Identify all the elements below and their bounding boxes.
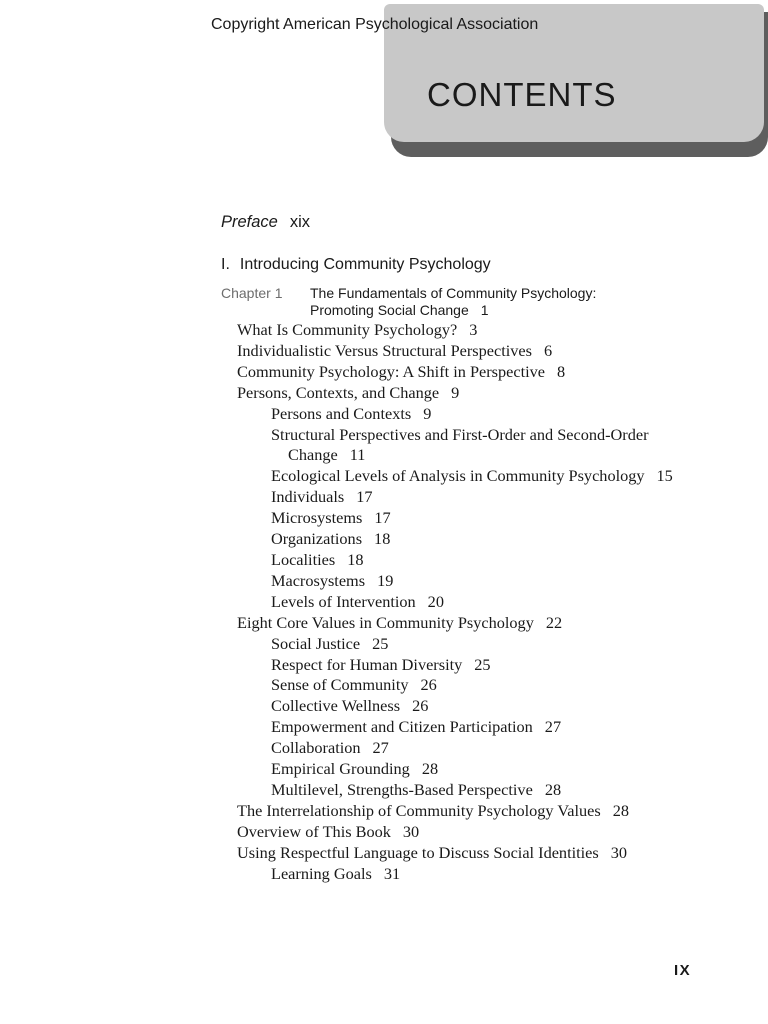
- toc-entry: [0, 822, 768, 843]
- toc-entry-page: 28: [612, 800, 630, 820]
- toc-entry-page: 26: [420, 675, 437, 695]
- chapter-page: 1: [480, 301, 489, 318]
- toc-entry-title: Multilevel, Strengths-Based Perspective: [271, 779, 533, 799]
- toc-entry-title: Individualistic Versus Structural Perspectives: [237, 340, 532, 360]
- toc-entry-title: Empowerment and Citizen Participation: [271, 717, 533, 737]
- toc-entry-page: 31: [383, 863, 401, 883]
- toc-entry-title: Community Psychology: A Shift in Perspective: [237, 361, 545, 381]
- toc-entry-title: Microsystems: [271, 508, 363, 528]
- toc-entry-page: 22: [545, 612, 563, 632]
- toc-entry-page: 25: [474, 654, 491, 674]
- toc-entry-title: The Interrelationship of Community Psychology Values: [237, 800, 601, 820]
- toc-entry: [0, 487, 768, 508]
- preface-entry: [221, 213, 310, 232]
- toc-entry-title: Macrosystems: [271, 570, 366, 590]
- toc-entry-title: What Is Community Psychology?: [237, 320, 458, 339]
- page-number: IX: [674, 962, 692, 979]
- toc-entry: [0, 843, 768, 864]
- toc-entry: [0, 508, 768, 529]
- toc-entry-page: 17: [356, 487, 373, 507]
- toc-entry-page: 8: [557, 361, 566, 381]
- toc-entry-title: Persons, Contexts, and Change: [237, 382, 440, 402]
- toc-entry: [0, 592, 768, 613]
- toc-entry: [0, 383, 768, 404]
- toc-entry: [0, 550, 768, 571]
- toc-entry-page: 18: [374, 529, 391, 549]
- toc-entry: [0, 801, 768, 822]
- toc-entry: [0, 320, 768, 341]
- toc-entry-title: Ecological Levels of Analysis in Community Psychology: [271, 466, 645, 486]
- toc-entry: [0, 717, 768, 738]
- toc-entry-continuation: [0, 445, 768, 466]
- toc-entry: [0, 362, 768, 383]
- toc-entry: [0, 613, 768, 634]
- toc-entry-title: Sense of Community: [271, 675, 409, 695]
- toc-entry: [0, 696, 768, 717]
- toc-entry-title: Using Respectful Language to Discuss Social Identities: [237, 842, 599, 862]
- toc-entry-page: 20: [427, 591, 444, 611]
- toc-entry-title: Social Justice: [271, 633, 361, 653]
- toc-entry: [0, 341, 768, 362]
- chapter-title-line-2: [310, 302, 690, 319]
- toc-entry: [0, 675, 768, 696]
- toc-entry-title: Collective Wellness: [271, 696, 401, 716]
- toc-entry: [0, 738, 768, 759]
- toc-entry-page: 26: [412, 696, 429, 716]
- part-heading: [221, 256, 491, 274]
- toc-entry-page: 18: [347, 549, 364, 569]
- toc-entry: [0, 759, 768, 780]
- toc-entry-page: 30: [610, 842, 628, 862]
- toc-entries: [0, 320, 768, 884]
- toc-entry: [0, 529, 768, 550]
- toc-entry-title: Change: [288, 445, 338, 465]
- toc-entry-page: 15: [656, 466, 673, 486]
- toc-entry: [0, 634, 768, 655]
- toc-entry-page: 28: [421, 759, 439, 779]
- toc-entry: [0, 864, 768, 885]
- toc-entry-title: Empirical Grounding: [271, 759, 410, 779]
- toc-entry-page: 9: [423, 403, 432, 423]
- toc-entry-page: 27: [372, 738, 389, 758]
- toc-entry-title: Structural Perspectives and First-Order and Second-Order: [271, 424, 649, 444]
- toc-entry-page: 30: [402, 821, 420, 841]
- toc-entry-title: Collaboration: [271, 738, 361, 758]
- toc-entry-page: 17: [374, 508, 391, 528]
- page-title: CONTENTS: [427, 76, 617, 113]
- toc-entry-page: 28: [544, 779, 562, 799]
- preface-page: xix: [289, 213, 311, 231]
- toc-entry-page: 27: [544, 717, 562, 737]
- toc-entry-title: Overview of This Book: [237, 821, 391, 841]
- toc-entry-title: Respect for Human Diversity: [271, 654, 463, 674]
- toc-entry-title: Organizations: [271, 529, 363, 549]
- toc-entry-page: 19: [377, 570, 394, 590]
- toc-entry: [0, 655, 768, 676]
- toc-entry: [0, 780, 768, 801]
- toc-entry: [0, 404, 768, 425]
- toc-entry-title: Persons and Contexts: [271, 403, 412, 423]
- toc-entry-title: Eight Core Values in Community Psychology: [237, 612, 534, 632]
- toc-entry-page: 3: [469, 320, 478, 339]
- toc-entry-page: 6: [543, 340, 553, 360]
- part-title: Introducing Community Psychology: [239, 256, 491, 273]
- toc-entry: [0, 466, 768, 487]
- part-number: I.: [221, 256, 230, 273]
- chapter-label: Chapter 1: [221, 285, 283, 301]
- chapter-title-line-1: The Fundamentals of Community Psychology:: [310, 285, 597, 301]
- toc-entry-title: Localities: [271, 549, 336, 569]
- chapter-title: [310, 285, 690, 318]
- toc-entry-title: Learning Goals: [271, 863, 372, 883]
- copyright-notice: Copyright American Psychological Association: [211, 16, 539, 33]
- toc-entry-title: Individuals: [271, 487, 345, 507]
- toc-entry-title: Levels of Intervention: [271, 591, 416, 611]
- toc-entry-page: 25: [372, 633, 389, 653]
- toc-entry-page: 11: [349, 445, 366, 465]
- chapter-title-line-2-text: Promoting Social Change: [310, 301, 469, 318]
- toc-entry: [0, 425, 768, 446]
- toc-entry: [0, 571, 768, 592]
- preface-label: Preface: [221, 213, 278, 231]
- toc-entry-page: 9: [451, 382, 460, 402]
